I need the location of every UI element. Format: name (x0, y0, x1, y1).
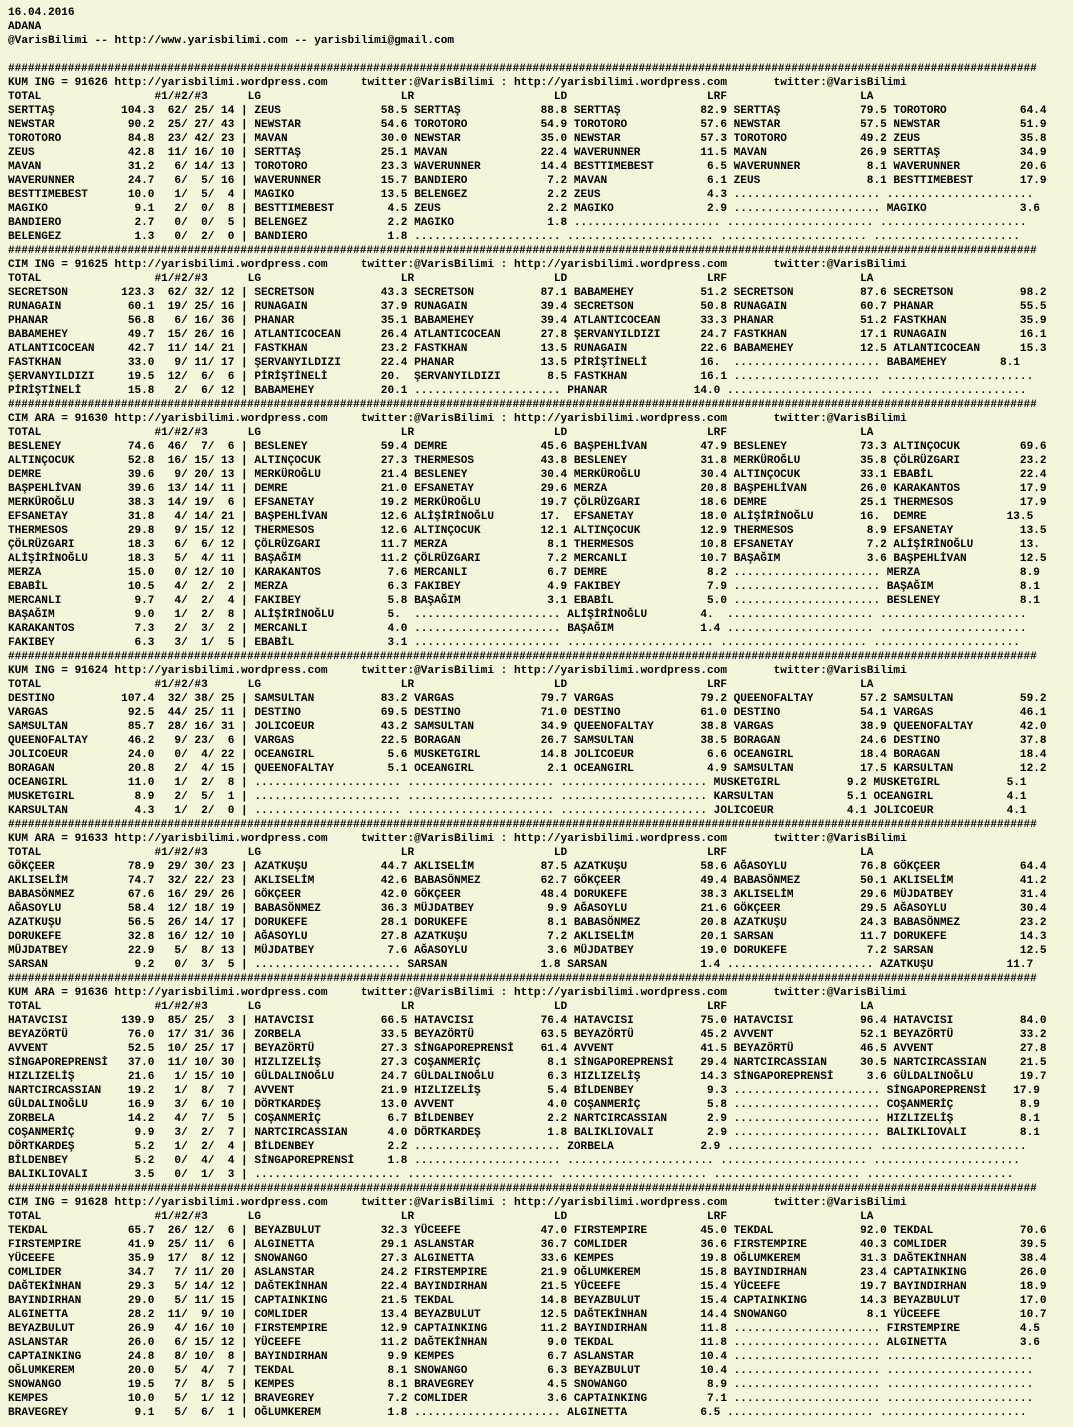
horse-row: ALGINETTA 28.2 11/ 9/ 10 | COMLIDER 13.4 BEYAZBULUT 12.5 DAĞTEKİNHAN 14.4 SNOWANGO 8.1 YÜCEEFE 10.7 (8, 1309, 1047, 1321)
horse-row: SECRETSON 123.3 62/ 32/ 12 | SECRETSON 43.3 SECRETSON 87.1 BABAMEHEY 51.2 SECRETSON 87.6 SECRETSON 98.2 (8, 287, 1047, 299)
horse-row: BANDIERO 2.7 0/ 0/ 5 | BELENGEZ 2.2 MAGIKO 1.8 ...................... ...................... ...................... (8, 217, 1027, 229)
race-title: CIM ING = 91625 http://yarisbilimi.wordpress.com twitter:@VarisBilimi : http://yarisbilimi.wordpress.com twitter:@VarisBilimi (8, 259, 907, 271)
horse-row: PHANAR 56.8 6/ 16/ 36 | PHANAR 35.1 BABAMEHEY 39.4 ATLANTICOCEAN 33.3 PHANAR 51.2 FASTKHAN 35.9 (8, 315, 1047, 327)
section-separator: ########################################################################################################################################################### (8, 245, 1037, 257)
column-header: TOTAL #1/#2/#3 LG LR LD LRF LA (8, 679, 874, 691)
race-title: KUM ARA = 91636 http://yarisbilimi.wordpress.com twitter:@VarisBilimi : http://yarisbilimi.wordpress.com twitter:@VarisBilimi (8, 987, 907, 999)
horse-row: ÇÖLRÜZGARI 18.3 6/ 6/ 12 | ÇÖLRÜZGARI 11.7 MERZA 8.1 THERMESOS 10.8 EFSANETAY 7.2 ALİŞİRİNOĞLU 13. (8, 539, 1040, 551)
horse-row: ATLANTICOCEAN 42.7 11/ 14/ 21 | FASTKHAN 23.2 FASTKHAN 13.5 RUNAGAIN 22.6 BABAMEHEY 12.5 ATLANTICOCEAN 15.3 (8, 343, 1047, 355)
race-title: CIM ING = 91628 http://yarisbilimi.wordpress.com twitter:@VarisBilimi : http://yarisbilimi.wordpress.com twitter:@VarisBilimi (8, 1197, 907, 1209)
horse-row: TEKDAL 65.7 26/ 12/ 6 | BEYAZBULUT 32.3 YÜCEEFE 47.0 FIRSTEMPIRE 45.0 TEKDAL 92.0 TEKDAL 70.6 (8, 1225, 1047, 1237)
horse-row: THERMESOS 29.8 9/ 15/ 12 | THERMESOS 12.6 ALTINÇOCUK 12.1 ALTINÇOCUK 12.9 THERMESOS 8.9 EFSANETAY 13.5 (8, 525, 1047, 537)
horse-row: MUSKETGIRL 8.9 2/ 5/ 1 | ...................... ...................... ...................... KARSULTAN 5.1 OCEANGIRL 4.1 (8, 791, 1027, 803)
horse-row: VARGAS 92.5 44/ 25/ 11 | DESTINO 69.5 DESTINO 71.0 DESTINO 61.0 DESTINO 54.1 VARGAS 46.1 (8, 707, 1047, 719)
horse-row: DEMRE 39.6 9/ 20/ 13 | MERKÜROĞLU 21.4 BESLENEY 30.4 MERKÜROĞLU 30.4 ALTINÇOCUK 33.1 EBABİL 22.4 (8, 469, 1047, 481)
blank-line (8, 48, 1047, 62)
race-title: CIM ARA = 91630 http://yarisbilimi.wordpress.com twitter:@VarisBilimi : http://yarisbilimi.wordpress.com twitter:@VarisBilimi (8, 413, 907, 425)
horse-row: FIRSTEMPIRE 41.9 25/ 11/ 6 | ALGINETTA 29.1 ASLANSTAR 36.7 COMLIDER 36.6 FIRSTEMPIRE 40.3 COMLIDER 39.5 (8, 1239, 1047, 1251)
horse-row: EBABİL 10.5 4/ 2/ 2 | MERZA 6.3 FAKIBEY 4.9 FAKIBEY 7.9 ...................... BAŞAĞIM 8.1 (8, 581, 1040, 593)
horse-row: HATAVCISI 139.9 85/ 25/ 3 | HATAVCISI 66.5 HATAVCISI 76.4 HATAVCISI 75.0 HATAVCISI 96.4 HATAVCISI 84.0 (8, 1015, 1047, 1027)
column-header: TOTAL #1/#2/#3 LG LR LD LRF LA (8, 847, 874, 859)
horse-row: BALIKLIOVALI 3.5 0/ 1/ 3 | ...................... ...................... ...................... ...................... ...................... (8, 1169, 1014, 1181)
horse-row: AĞASOYLU 58.4 12/ 18/ 19 | BABASÖNMEZ 36.3 MÜJDATBEY 9.9 AĞASOYLU 21.6 GÖKÇEER 29.5 AĞASOYLU 30.4 (8, 903, 1047, 915)
horse-row: OCEANGIRL 11.0 1/ 2/ 8 | ...................... ...................... ...................... MUSKETGIRL 9.2 MUSKETGIRL 5.1 (8, 777, 1027, 789)
race-title: KUM ARA = 91633 http://yarisbilimi.wordpress.com twitter:@VarisBilimi : http://yarisbilimi.wordpress.com twitter:@VarisBilimi (8, 833, 907, 845)
race-title: KUM ING = 91624 http://yarisbilimi.wordpress.com twitter:@VarisBilimi : http://yarisbilimi.wordpress.com twitter:@VarisBilimi (8, 665, 907, 677)
race-title: KUM ING = 91626 http://yarisbilimi.wordpress.com twitter:@VarisBilimi : http://yarisbilimi.wordpress.com twitter:@VarisBilimi (8, 77, 907, 89)
horse-row: CAPTAINKING 24.8 8/ 10/ 8 | BAYINDIRHAN 9.9 KEMPES 6.7 ASLANSTAR 10.4 ...................... ...................... (8, 1351, 1034, 1363)
horse-row: GÜLDALINOĞLU 16.9 3/ 6/ 10 | DÖRTKARDEŞ 13.0 AVVENT 4.0 COŞANMERİÇ 5.8 ...................... COŞANMERİÇ 8.9 (8, 1099, 1040, 1111)
section-separator: ########################################################################################################################################################### (8, 399, 1037, 411)
horse-row: BORAGAN 20.8 2/ 4/ 15 | QUEENOFALTAY 5.1 OCEANGIRL 2.1 OCEANGIRL 4.9 SAMSULTAN 17.5 KARSULTAN 12.2 (8, 763, 1047, 775)
horse-row: BESLENEY 74.6 46/ 7/ 6 | BESLENEY 59.4 DEMRE 45.6 BAŞPEHLİVAN 47.9 BESLENEY 73.3 ALTINÇOCUK 69.6 (8, 441, 1047, 453)
horse-row: BRAVEGREY 9.1 5/ 6/ 1 | OĞLUMKEREM 1.8 ...................... ALGINETTA 6.5 ...................... ...................... (8, 1407, 1027, 1419)
section-separator: ########################################################################################################################################################### (8, 651, 1037, 663)
horse-row: BEYAZÖRTÜ 76.0 17/ 31/ 36 | ZORBELA 33.5 BEYAZÖRTÜ 63.5 BEYAZÖRTÜ 45.2 AVVENT 52.1 BEYAZÖRTÜ 33.2 (8, 1029, 1047, 1041)
horse-row: KARSULTAN 4.3 1/ 2/ 0 | ...................... ...................... ...................... JOLICOEUR 4.1 JOLICOEUR 4.1 (8, 805, 1027, 817)
horse-row: EFSANETAY 31.8 4/ 14/ 21 | BAŞPEHLİVAN 12.6 ALİŞİRİNOĞLU 17. EFSANETAY 18.0 ALİŞİRİNOĞLU 16. DEMRE 13.5 (8, 511, 1034, 523)
horse-row: JOLICOEUR 24.0 0/ 4/ 22 | OCEANGIRL 5.6 MUSKETGIRL 14.8 JOLICOEUR 6.6 OCEANGIRL 18.4 BORAGAN 18.4 (8, 749, 1047, 761)
horse-row: BAŞAĞIM 9.0 1/ 2/ 8 | ALİŞİRİNOĞLU 5. ...................... ALİŞİRİNOĞLU 4. ...................... ...................... (8, 609, 1027, 621)
horse-row: COŞANMERİÇ 9.9 3/ 2/ 7 | NARTCIRCASSIAN 4.0 DÖRTKARDEŞ 1.8 BALIKLIOVALI 2.9 ...................... BALIKLIOVALI 8.1 (8, 1127, 1040, 1139)
horse-row: KARAKANTOS 7.3 2/ 3/ 2 | MERCANLI 4.0 ...................... BAŞAĞIM 1.4 ...................... ...................... (8, 623, 1027, 635)
horse-row: FASTKHAN 33.0 9/ 11/ 17 | ŞERVANYILDIZI 22.4 PHANAR 13.5 PİRİŞTİNELİ 16. ...................... BABAMEHEY 8.1 (8, 357, 1020, 369)
contact-line: @VarisBilimi -- http://www.yarisbilimi.com -- yarisbilimi@gmail.com (8, 35, 455, 47)
horse-row: COMLIDER 34.7 7/ 11/ 20 | ASLANSTAR 24.2 FIRSTEMPIRE 21.9 OĞLUMKEREM 15.8 BAYINDIRHAN 23.4 CAPTAINKING 26.0 (8, 1267, 1047, 1279)
horse-row: ALİŞİRİNOĞLU 18.3 5/ 4/ 11 | BAŞAĞIM 11.2 ÇÖLRÜZGARI 7.2 MERCANLI 10.7 BAŞAĞIM 3.6 BAŞPEHLİVAN 12.5 (8, 553, 1047, 565)
horse-row: DÖRTKARDEŞ 5.2 1/ 2/ 4 | BİLDENBEY 2.2 ...................... ZORBELA 2.9 ...................... ...................... (8, 1141, 1027, 1153)
horse-row: DORUKEFE 32.8 16/ 12/ 10 | AĞASOYLU 27.8 AZATKUŞU 7.2 AKLISELİM 20.1 SARSAN 11.7 DORUKEFE 14.3 (8, 931, 1047, 943)
report-city: ADANA (8, 21, 42, 33)
horse-row: BAŞPEHLİVAN 39.6 13/ 14/ 11 | DEMRE 21.0 EFSANETAY 29.6 MERZA 20.8 BAŞPEHLİVAN 26.0 KARAKANTOS 17.9 (8, 483, 1047, 495)
column-header: TOTAL #1/#2/#3 LG LR LD LRF LA (8, 1211, 874, 1223)
horse-row: AZATKUŞU 56.5 26/ 14/ 17 | DORUKEFE 28.1 DORUKEFE 8.1 BABASÖNMEZ 20.8 AZATKUŞU 24.3 BABASÖNMEZ 23.2 (8, 917, 1047, 929)
horse-row: KEMPES 10.0 5/ 1/ 12 | BRAVEGREY 7.2 COMLIDER 3.6 CAPTAINKING 7.1 ...................... ...................... (8, 1393, 1034, 1405)
horse-row: ZORBELA 14.2 4/ 7/ 5 | COŞANMERİÇ 6.7 BİLDENBEY 2.2 NARTCIRCASSIAN 2.9 ...................... HIZLIZELİŞ 8.1 (8, 1113, 1040, 1125)
horse-row: ZEUS 42.8 11/ 16/ 10 | SERTTAŞ 25.1 MAVAN 22.4 WAVERUNNER 11.5 MAVAN 26.9 SERTTAŞ 34.9 (8, 147, 1047, 159)
horse-row: AKLISELİM 74.7 32/ 22/ 23 | AKLISELİM 42.6 BABASÖNMEZ 62.7 GÖKÇEER 49.4 BABASÖNMEZ 50.1 AKLISELİM 41.2 (8, 875, 1047, 887)
horse-row: SAMSULTAN 85.7 28/ 16/ 31 | JOLICOEUR 43.2 SAMSULTAN 34.9 QUEENOFALTAY 38.8 VARGAS 38.9 QUEENOFALTAY 42.0 (8, 721, 1047, 733)
horse-row: SNOWANGO 19.5 7/ 8/ 5 | KEMPES 8.1 BRAVEGREY 4.5 SNOWANGO 8.9 ...................... ...................... (8, 1379, 1034, 1391)
horse-row: WAVERUNNER 24.7 6/ 5/ 16 | WAVERUNNER 15.7 BANDIERO 7.2 MAVAN 6.1 ZEUS 8.1 BESTTIMEBEST 17.9 (8, 175, 1047, 187)
horse-row: DESTINO 107.4 32/ 38/ 25 | SAMSULTAN 83.2 VARGAS 79.7 VARGAS 79.2 QUEENOFALTAY 57.2 SAMSULTAN 59.2 (8, 693, 1047, 705)
horse-row: BAYINDIRHAN 29.0 5/ 11/ 15 | CAPTAINKING 21.5 TEKDAL 14.8 BEYAZBULUT 15.4 CAPTAINKING 14.3 BEYAZBULUT 17.0 (8, 1295, 1047, 1307)
horse-row: ŞERVANYILDIZI 19.5 12/ 6/ 6 | PİRİŞTİNELİ 20. ŞERVANYILDIZI 8.5 FASTKHAN 16.1 ...................... ...................... (8, 371, 1034, 383)
section-separator: ########################################################################################################################################################### (8, 973, 1037, 985)
horse-row: RUNAGAIN 60.1 19/ 25/ 16 | RUNAGAIN 37.9 RUNAGAIN 39.4 SECRETSON 50.8 RUNAGAIN 60.7 PHANAR 55.5 (8, 301, 1047, 313)
horse-row: SİNGAPOREPRENSİ 37.0 11/ 10/ 30 | HIZLIZELİŞ 27.3 COŞANMERİÇ 8.1 SİNGAPOREPRENSİ 29.4 NARTCIRCASSIAN 30.5 NARTCIRCASSIAN 21.5 (8, 1057, 1047, 1069)
horse-row: BESTTIMEBEST 10.0 1/ 5/ 4 | MAGIKO 13.5 BELENGEZ 2.2 ZEUS 4.3 ...................... ...................... (8, 189, 1034, 201)
column-header: TOTAL #1/#2/#3 LG LR LD LRF LA (8, 273, 874, 285)
horse-row: MÜJDATBEY 22.9 5/ 8/ 13 | MÜJDATBEY 7.6 AĞASOYLU 3.6 MÜJDATBEY 19.0 DORUKEFE 7.2 SARSAN 12.5 (8, 945, 1047, 957)
horse-row: BEYAZBULUT 26.9 4/ 16/ 10 | FIRSTEMPIRE 12.9 CAPTAINKING 11.2 BAYINDIRHAN 11.8 ...................... FIRSTEMPIRE 4.5 (8, 1323, 1040, 1335)
results-document (8, 6, 1047, 1420)
section-separator: ########################################################################################################################################################### (8, 1183, 1037, 1195)
horse-row: FAKIBEY 6.3 3/ 1/ 5 | EBABİL 3.1 ...................... ...................... ...................... ...................... (8, 637, 1020, 649)
section-separator: ########################################################################################################################################################### (8, 63, 1037, 75)
report-date: 16.04.2016 (8, 7, 75, 19)
horse-row: GÖKÇEER 78.9 29/ 30/ 23 | AZATKUŞU 44.7 AKLISELİM 87.5 AZATKUŞU 58.6 AĞASOYLU 76.8 GÖKÇEER 64.4 (8, 861, 1047, 873)
horse-row: BİLDENBEY 5.2 0/ 4/ 4 | SİNGAPOREPRENSİ 1.8 ...................... ...................... ...................... ...................... (8, 1155, 1020, 1167)
horse-row: NARTCIRCASSIAN 19.2 1/ 8/ 7 | AVVENT 21.9 HIZLIZELİŞ 5.4 BİLDENBEY 9.3 ...................... SİNGAPOREPRENSİ 17.9 (8, 1085, 1040, 1097)
horse-row: MAVAN 31.2 6/ 14/ 13 | TOROTORO 23.3 WAVERUNNER 14.4 BESTTIMEBEST 6.5 WAVERUNNER 8.1 WAVERUNNER 20.6 (8, 161, 1047, 173)
horse-row: AVVENT 52.5 10/ 25/ 17 | BEYAZÖRTÜ 27.3 SİNGAPOREPRENSİ 61.4 AVVENT 41.5 BEYAZÖRTÜ 46.5 AVVENT 27.8 (8, 1043, 1047, 1055)
horse-row: ALTINÇOCUK 52.8 16/ 15/ 13 | ALTINÇOCUK 27.3 THERMESOS 43.8 BESLENEY 31.8 MERKÜROĞLU 35.8 ÇÖLRÜZGARI 23.2 (8, 455, 1047, 467)
horse-row: PİRİŞTİNELİ 15.8 2/ 6/ 12 | BABAMEHEY 20.1 ...................... PHANAR 14.0 ...................... ...................... (8, 385, 1027, 397)
horse-row: MERCANLI 9.7 4/ 2/ 4 | FAKIBEY 5.8 BAŞAĞIM 3.1 EBABİL 5.0 ...................... BESLENEY 8.1 (8, 595, 1040, 607)
horse-row: ASLANSTAR 26.0 6/ 15/ 12 | YÜCEEFE 11.2 DAĞTEKİNHAN 9.0 TEKDAL 11.8 ...................... ALGINETTA 3.6 (8, 1337, 1040, 1349)
horse-row: OĞLUMKEREM 20.0 5/ 4/ 7 | TEKDAL 8.1 SNOWANGO 6.3 BEYAZBULUT 10.4 ...................... ...................... (8, 1365, 1034, 1377)
section-separator: ########################################################################################################################################################### (8, 819, 1037, 831)
horse-row: TOROTORO 84.8 23/ 42/ 23 | MAVAN 30.0 NEWSTAR 35.0 NEWSTAR 57.3 TOROTORO 49.2 ZEUS 35.8 (8, 133, 1047, 145)
horse-row: QUEENOFALTAY 46.2 9/ 23/ 6 | VARGAS 22.5 BORAGAN 26.7 SAMSULTAN 38.5 BORAGAN 24.6 DESTINO 37.8 (8, 735, 1047, 747)
column-header: TOTAL #1/#2/#3 LG LR LD LRF LA (8, 427, 874, 439)
horse-row: BABASÖNMEZ 67.6 16/ 29/ 26 | GÖKÇEER 42.0 GÖKÇEER 48.4 DORUKEFE 38.3 AKLISELİM 29.6 MÜJDATBEY 31.4 (8, 889, 1047, 901)
horse-row: MAGIKO 9.1 2/ 0/ 8 | BESTTIMEBEST 4.5 ZEUS 2.2 MAGIKO 2.9 ...................... MAGIKO 3.6 (8, 203, 1040, 215)
horse-row: YÜCEEFE 35.9 17/ 8/ 12 | SNOWANGO 27.3 ALGINETTA 33.6 KEMPES 19.8 OĞLUMKEREM 31.3 DAĞTEKİNHAN 38.4 (8, 1253, 1047, 1265)
column-header: TOTAL #1/#2/#3 LG LR LD LRF LA (8, 91, 874, 103)
horse-row: DAĞTEKİNHAN 29.3 5/ 14/ 12 | DAĞTEKİNHAN 22.4 BAYINDIRHAN 21.5 YÜCEEFE 15.4 YÜCEEFE 19.7 BAYINDIRHAN 18.9 (8, 1281, 1047, 1293)
horse-row: NEWSTAR 90.2 25/ 27/ 43 | NEWSTAR 54.6 TOROTORO 54.9 TOROTORO 57.6 NEWSTAR 57.5 NEWSTAR 51.9 (8, 119, 1047, 131)
horse-row: SERTTAŞ 104.3 62/ 25/ 14 | ZEUS 58.5 SERTTAŞ 88.8 SERTTAŞ 82.9 SERTTAŞ 79.5 TOROTORO 64.4 (8, 105, 1047, 117)
horse-row: MERKÜROĞLU 38.3 14/ 19/ 6 | EFSANETAY 19.2 MERKÜROĞLU 19.7 ÇÖLRÜZGARI 18.6 DEMRE 25.1 THERMESOS 17.9 (8, 497, 1047, 509)
horse-row: SARSAN 9.2 0/ 3/ 5 | ...................... SARSAN 1.8 SARSAN 1.4 ...................... AZATKUŞU 11.7 (8, 959, 1034, 971)
horse-row: MERZA 15.0 0/ 12/ 10 | KARAKANTOS 7.6 MERCANLI 6.7 DEMRE 8.2 ...................... MERZA 8.9 (8, 567, 1040, 579)
column-header: TOTAL #1/#2/#3 LG LR LD LRF LA (8, 1001, 874, 1013)
horse-row: BELENGEZ 1.3 0/ 2/ 0 | BANDIERO 1.8 ...................... ...................... ...................... ...................... (8, 231, 1020, 243)
horse-row: BABAMEHEY 49.7 15/ 26/ 16 | ATLANTICOCEAN 26.4 ATLANTICOCEAN 27.8 ŞERVANYILDIZI 24.7 FASTKHAN 17.1 RUNAGAIN 16.1 (8, 329, 1047, 341)
horse-row: HIZLIZELİŞ 21.6 1/ 15/ 10 | GÜLDALINOĞLU 24.7 GÜLDALINOĞLU 6.3 HIZLIZELİŞ 14.3 SİNGAPOREPRENSİ 3.6 GÜLDALINOĞLU 19.7 (8, 1071, 1047, 1083)
